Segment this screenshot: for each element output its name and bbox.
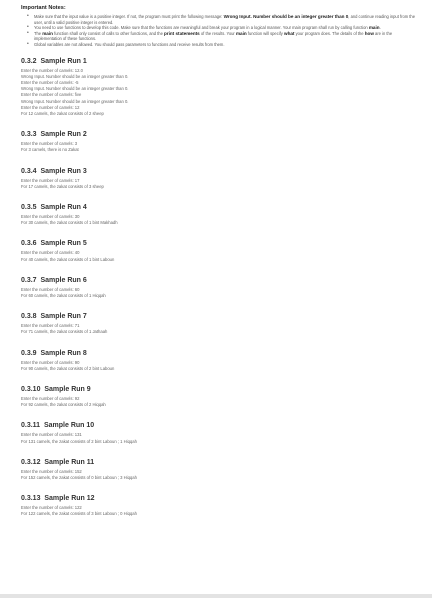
note-text: . [379,25,381,31]
output-line: Enter the number of camels: 17 [21,177,80,183]
section-number: 0.3.6 [21,240,37,248]
section-number: 0.3.2 [21,57,37,65]
sample-run-section [21,129,418,153]
output-line: Enter the number of camels: 90 [21,359,80,365]
note-emphasis: main [368,25,380,31]
output-line: Enter the number of camels: 60 [21,286,80,292]
sample-run-section [21,420,418,444]
output-line: For 152 camels, the zakat consists of 0 bint Laboun ; 3 Hiqqah [21,475,137,481]
note-emphasis: main [42,30,53,36]
section-label: Sample Run 5 [40,240,87,248]
sample-run-heading [21,384,418,395]
section-label: Sample Run 4 [40,204,87,211]
sample-run-section [21,238,418,262]
page-bottom-edge [0,594,432,598]
output-line: Enter the number of camels: 40 [21,250,80,256]
sample-runs [21,56,418,518]
output-line: Wrong Input. Number should be an integer greater than 0. [21,86,129,92]
section-label: Sample Run 3 [40,167,87,175]
sample-run-heading [21,493,418,504]
sample-run-heading [21,166,418,177]
note-text: You need to use functions to develop this code. Make sure that the functions are meaningful and break your program in a logical manner. Your main program shall run by calling function [34,25,369,31]
section-label: Sample Run 6 [40,276,87,284]
sample-run-section [21,348,418,372]
sample-run-section [21,202,418,226]
note-text: Global variables are not allowed. You should pass parameters to functions and receive results from them. [34,41,225,47]
output-line: For 71 camels, the zakat consists of 1 Jathaah [21,329,108,335]
output-line: For 3 camels, there is no Zakat [21,147,79,153]
note-emphasis: print statements [164,30,200,36]
note-text: of the results. Your [199,30,236,36]
sample-run-section [21,311,418,335]
sample-run-heading [21,275,418,286]
output-line: Enter the number of camels: 12 [21,104,80,110]
sample-run-section [21,56,418,118]
section-label: Sample Run 10 [43,422,95,430]
note-text: function shall only consist of calls to other functions, and the [52,30,164,36]
output-line: For 90 camels, the zakat consists of 2 bint Laboun [21,365,115,371]
section-number: 0.3.12 [21,458,41,466]
sample-run-section [21,275,418,299]
note-emphasis: main [235,30,247,36]
sample-run-heading [21,311,418,322]
output-line: For 12 camels, the zakat consists of 2 sheep [21,110,104,116]
note-emphasis: how [364,30,374,36]
sample-run-section [21,384,418,408]
notes-list [21,14,418,48]
section-label: Sample Run 12 [44,495,95,503]
note-item [34,14,418,25]
note-text: Make sure that the input value is a positive integer. If not, the program must print the following message: [34,14,224,19]
sample-run-heading [21,457,418,468]
sample-run-section [21,493,418,517]
section-label: Sample Run 1 [40,57,87,65]
section-label: Sample Run 8 [40,349,87,357]
section-label: Sample Run 7 [40,313,87,321]
section-number: 0.3.5 [21,204,37,211]
notes-title: Important Notes: [21,5,66,11]
section-number: 0.3.3 [21,131,37,139]
section-label: Sample Run 9 [44,386,91,394]
note-emphasis: what [284,30,295,36]
sample-run-heading [21,238,418,249]
output-line: Enter the number of camels: five [21,92,82,98]
output-line: Enter the number of camels: 30 [21,214,80,219]
output-line: For 92 camels, the zakat consists of 2 Hiqqah [21,402,106,408]
section-number: 0.3.7 [21,276,37,284]
section-number: 0.3.4 [21,167,37,175]
note-text: are in the implementation of these functions. [34,30,393,42]
sample-run-heading [21,420,418,431]
sample-run-heading [21,202,418,213]
output-line: For 122 camels, the zakat consists of 3 bint Laboun ; 0 Hiqqah [21,511,137,517]
section-label: Sample Run 2 [40,131,87,139]
section-number: 0.3.13 [21,495,41,503]
section-label: Sample Run 11 [44,458,95,466]
output-line: Enter the number of camels: 152 [21,468,82,474]
output-line: Wrong Input. Number should be an integer greater than 0. [21,98,129,104]
sample-run-heading [21,56,418,67]
note-emphasis: Wrong Input. Number should be an integer greater than 0 [223,14,349,19]
output-line: For 40 camels, the zakat consists of 1 bint Laboun [21,256,115,262]
note-text: function will specify [246,30,284,36]
output-line: For 30 camels, the zakat consists of 1 bint Makhadh [21,220,118,226]
output-line: For 131 camels, the zakat consists of 2 bint Laboun ; 1 Hiqqah [21,438,137,444]
section-number: 0.3.8 [21,313,37,321]
sample-run-heading [21,129,418,140]
output-line: Enter the number of camels: 3 [21,141,78,147]
output-line: Enter the number of camels: 131 [21,432,82,438]
section-number: 0.3.9 [21,349,37,357]
note-item [34,42,418,48]
note-text: your program does. The details of the [294,30,365,36]
output-line: For 17 camels, the zakat consists of 3 sheep [21,183,104,189]
output-line: Enter the number of camels: 92 [21,396,80,402]
sample-run-section [21,166,418,190]
output-line: Enter the number of camels: 122 [21,505,82,511]
note-text: The [34,30,43,36]
output-line: For 60 camels, the zakat consists of 1 Hiqqah [21,293,106,299]
sample-run-section [21,457,418,481]
output-line: Wrong Input. Number should be an integer greater than 0. [21,73,129,79]
section-number: 0.3.10 [21,386,41,394]
output-line: Enter the number of camels: 71 [21,323,80,329]
section-number: 0.3.11 [21,422,41,430]
note-text: , and continue reading input from the user, until a valid positive integer is entered. [34,14,415,25]
sample-run-heading [21,348,418,359]
output-line: Enter the number of camels: -5 [21,79,79,85]
output-line: Enter the number of camels: 12.0 [21,67,83,73]
note-item [34,31,418,42]
